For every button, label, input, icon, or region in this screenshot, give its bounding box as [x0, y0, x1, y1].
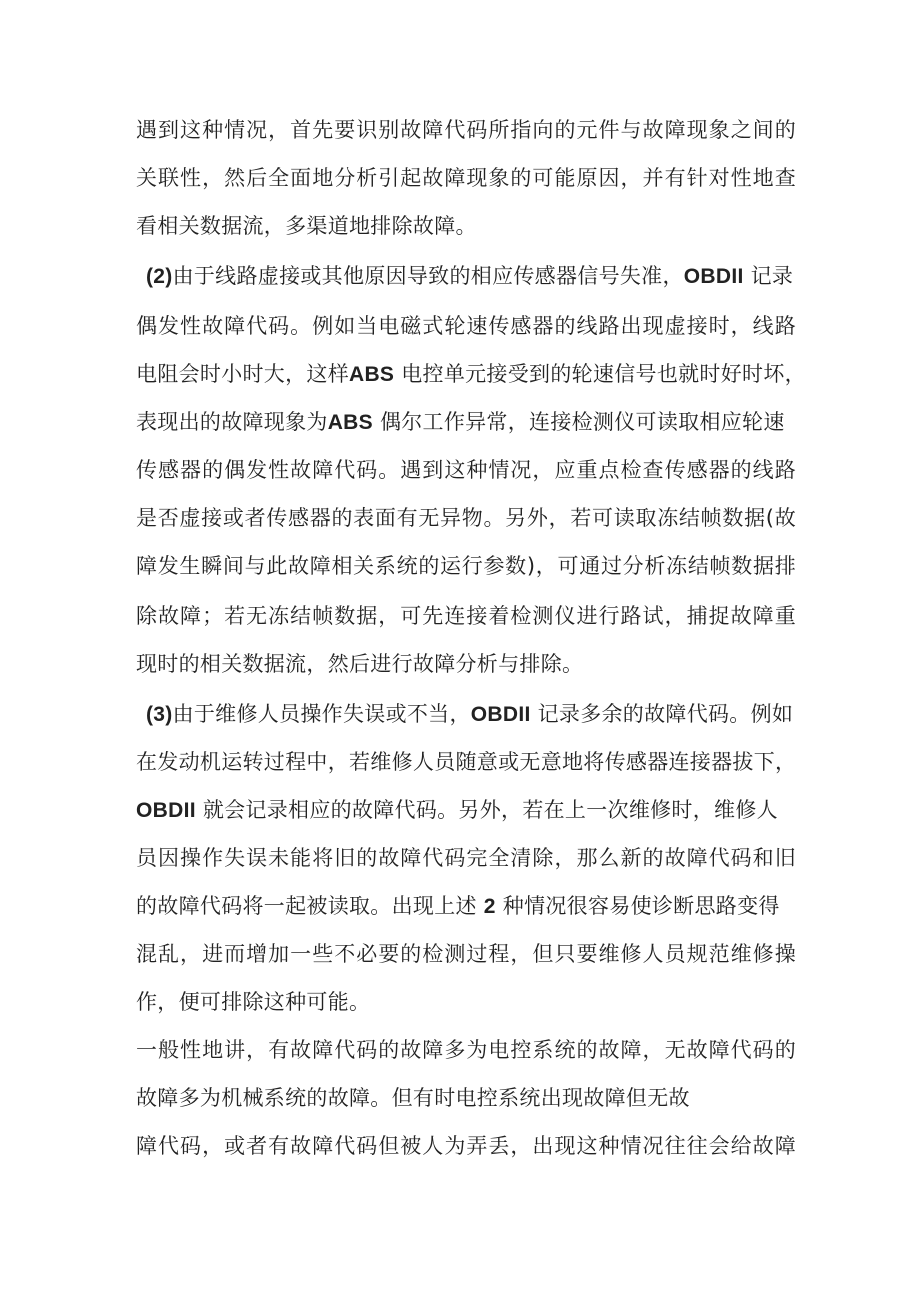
paragraph-2-line-4 [136, 402, 796, 442]
text-run: 种情况很容易使诊断思路变得 [502, 894, 780, 918]
text-run: 电阻会时小时大，这样 [136, 362, 349, 386]
paragraph-1-line-3: 看相关数据流，多渠道地排除故障。 [136, 214, 477, 238]
paragraph-2-line-1 [146, 256, 796, 296]
paragraph-2-line-8: 除故障；若无冻结帧数据，可先连接着检测仪进行路试，捕捉故障重 [136, 604, 796, 628]
term-obdii: OBDII [136, 799, 196, 822]
paragraph-2-line-5: 传感器的偶发性故障代码。遇到这种情况，应重点检查传感器的线路 [136, 458, 796, 482]
text-run: 的故障代码将一起被读取。出现上述 [136, 894, 477, 918]
text-run: 就会记录相应的故障代码。另外，若在上一次维修时，维修人 [202, 798, 778, 822]
term-abs: ABS [349, 363, 395, 386]
text-run: 记录 [750, 264, 794, 288]
term-obdii: OBDII [470, 703, 531, 726]
paragraph-2-line-7: 障发生瞬间与此故障相关系统的运行参数)，可通过分析冻结帧数据排 [136, 554, 796, 578]
text-run: 由于线路虚接或其他原因导致的相应传感器信号失准， [172, 264, 684, 288]
number-2: 2 [483, 895, 496, 918]
paragraph-4-line-2: 故障多为机械系统的故障。但有时电控系统出现故障但无故 [136, 1086, 690, 1110]
term-obdii: OBDII [683, 265, 744, 288]
paragraph-3-line-4: 员因操作失误未能将旧的故障代码完全清除，那么新的故障代码和旧 [136, 846, 796, 870]
paragraph-3-line-1 [146, 694, 796, 734]
item-number: (2) [146, 265, 173, 288]
term-abs: ABS [327, 411, 373, 434]
paragraph-4-line-3: 障代码，或者有故障代码但被人为弄丢，出现这种情况往往会给故障 [136, 1134, 796, 1158]
paragraph-3-line-2: 在发动机运转过程中，若维修人员随意或无意地将传感器连接器拔下， [136, 750, 797, 774]
paragraph-3-line-7: 作，便可排除这种可能。 [136, 990, 371, 1014]
text-run: 表现出的故障现象为 [136, 410, 328, 434]
text-run: 由于维修人员操作失误或不当， [172, 702, 471, 726]
text-run: 电控单元接受到的轮速信号也就时好时坏， [401, 362, 806, 386]
paragraph-2-line-3 [136, 354, 806, 394]
paragraph-3-line-6: 混乱，进而增加一些不必要的检测过程，但只要维修人员规范维修操 [136, 942, 796, 966]
item-number: (3) [146, 703, 173, 726]
paragraph-2-line-9: 现时的相关数据流，然后进行故障分析与排除。 [136, 652, 584, 676]
paragraph-4-line-1: 一般性地讲，有故障代码的故障多为电控系统的故障，无故障代码的 [136, 1038, 796, 1062]
paragraph-2-line-6: 是否虚接或者传感器的表面有无异物。另外，若可读取冻结帧数据(故 [136, 506, 796, 530]
paragraph-1-line-1: 遇到这种情况，首先要识别故障代码所指向的元件与故障现象之间的 [136, 118, 796, 142]
paragraph-3-line-5 [136, 886, 796, 926]
text-run: 偶尔工作异常，连接检测仪可读取相应轮速 [379, 410, 785, 434]
paragraph-1-line-2: 关联性，然后全面地分析引起故障现象的可能原因，并有针对性地查 [136, 166, 796, 190]
paragraph-2-line-2: 偶发性故障代码。例如当电磁式轮速传感器的线路出现虚接时，线路 [136, 314, 796, 338]
paragraph-3-line-3 [136, 790, 796, 830]
text-run: 记录多余的故障代码。例如 [537, 702, 794, 726]
